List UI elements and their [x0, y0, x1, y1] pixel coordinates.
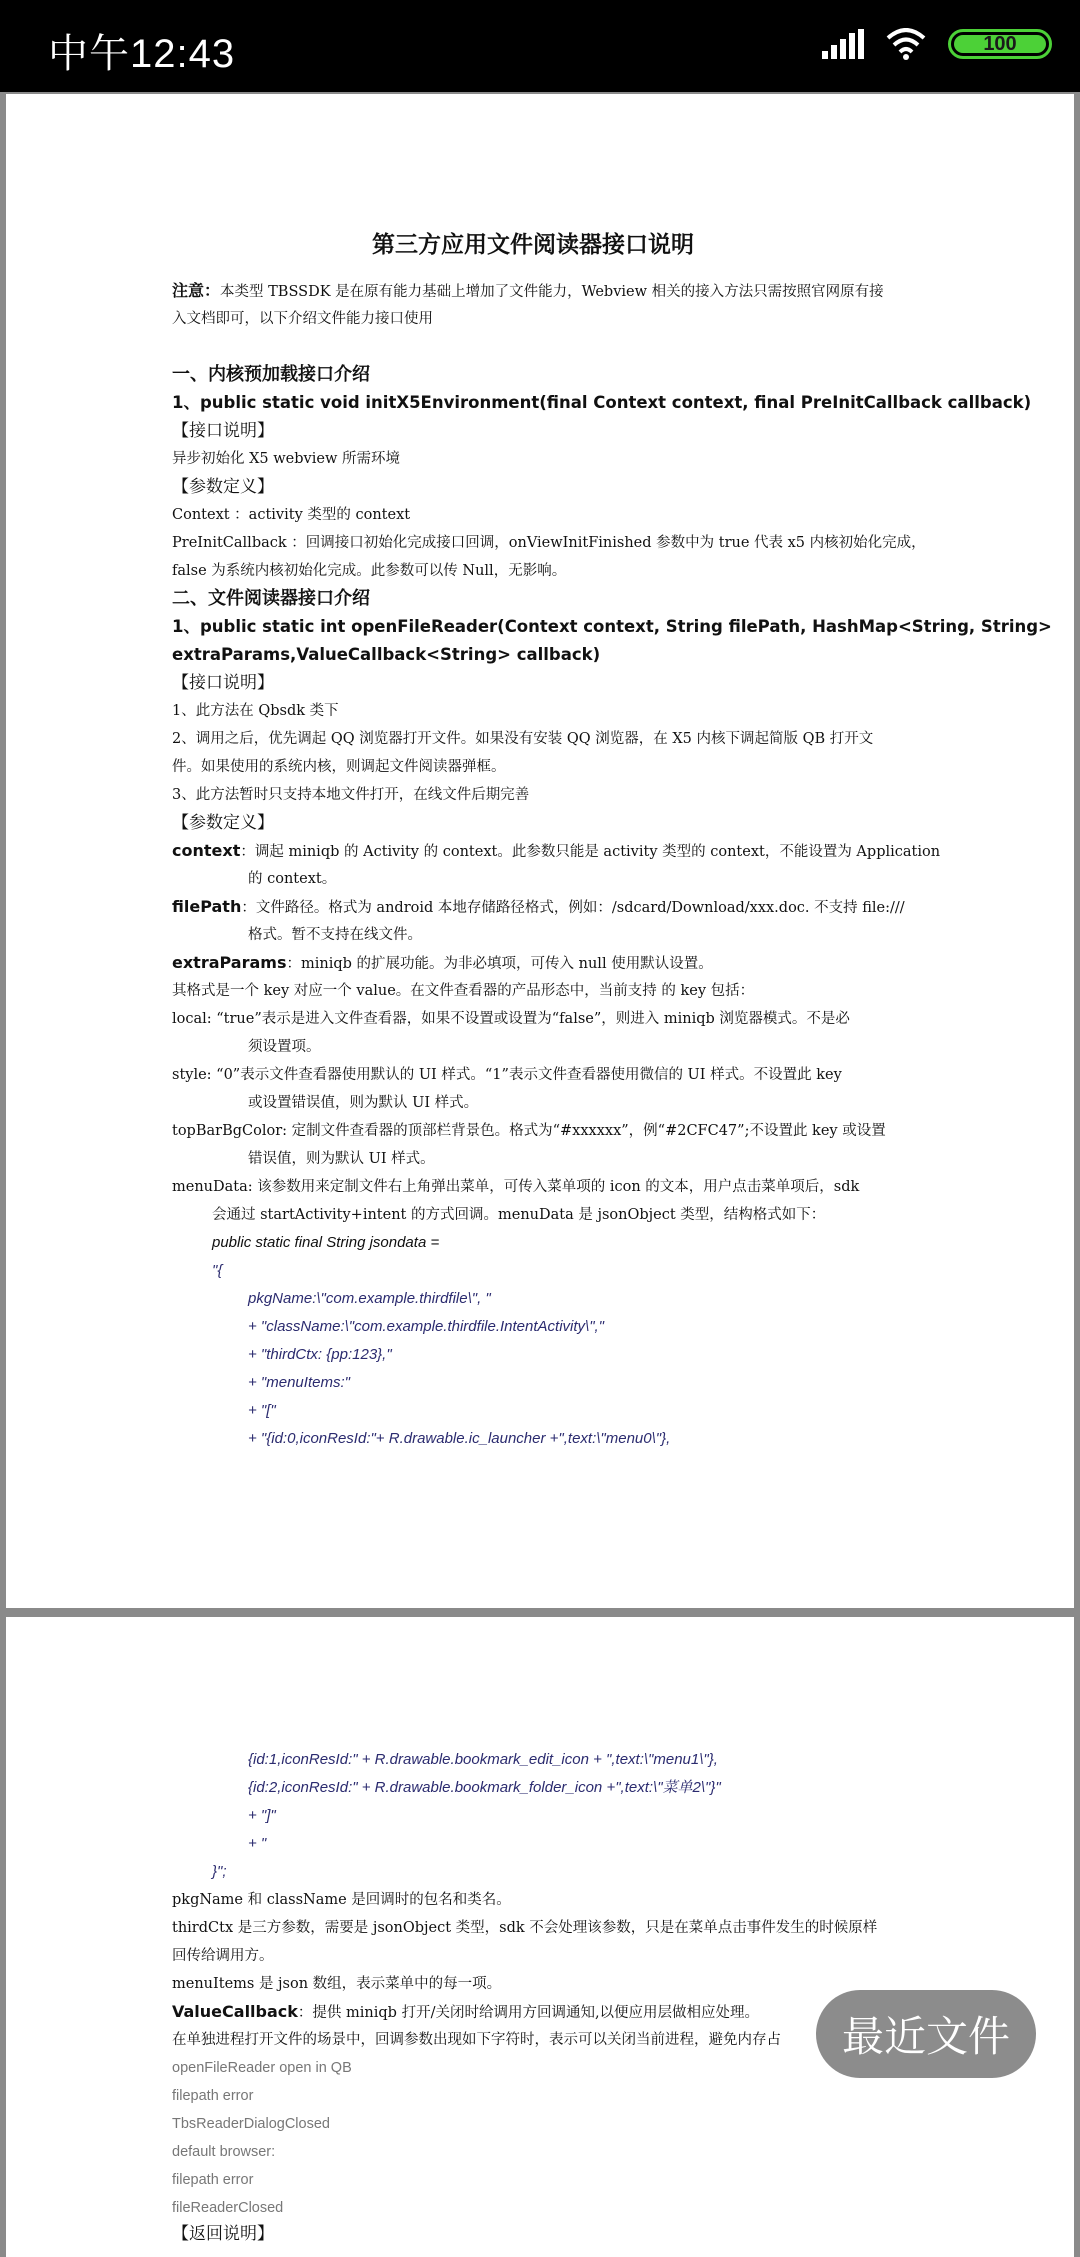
- callback-string-5: filepath error: [172, 2172, 254, 2188]
- pkgname-desc: pkgName 和 className 是回调时的包名和类名。: [172, 1892, 511, 1908]
- code-line-10: {id:2,iconResId:" + R.drawable.bookmark_folder_icon +",text:\"菜单2\"}": [248, 1779, 721, 1796]
- callback-string-2: filepath error: [172, 2088, 254, 2104]
- section-2-1-heading-a: 1、public static int openFileReader(Context context, String filePath, HashMap<String, String>: [172, 617, 1052, 636]
- param-def-heading-2: 【参数定义】: [172, 813, 274, 833]
- single-process-desc: 在单独进程打开文件的场景中，回调参数出现如下字符时，表示可以关闭当前进程，避免内存占: [172, 2032, 781, 2048]
- signal-icon: [822, 29, 864, 59]
- interface-desc-heading-2: 【接口说明】: [172, 673, 274, 693]
- battery-level: 100: [983, 32, 1017, 55]
- s2-desc-3: 3、此方法暂时只支持本地文件打开，在线文件后期完善: [172, 787, 530, 803]
- callback-string-3: TbsReaderDialogClosed: [172, 2116, 330, 2132]
- s2-desc-2a: 2、调用之后，优先调起 QQ 浏览器打开文件。如果没有安装 QQ 浏览器，在 X5 内核下调起简版 QB 打开文: [172, 731, 874, 747]
- extra-param: extraParams：miniqb 的扩展功能。为非必填项，可传入 null 使用默认设置。: [172, 953, 713, 972]
- document-title: 第三方应用文件阅读器接口说明: [372, 232, 694, 258]
- s2-desc-1: 1、此方法在 Qbsdk 类下: [172, 703, 339, 719]
- document-page-2[interactable]: [6, 1617, 1074, 2257]
- topbar-key-b: 错误值，则为默认 UI 样式。: [248, 1151, 435, 1167]
- style-key-a: style: “0”表示文件查看器使用默认的 UI 样式。“1”表示文件查看器使用微信的 UI 样式。不设置此 key: [172, 1067, 842, 1083]
- s1-param-2a: PreInitCallback ：回调接口初始化完成接口回调，onViewInitFinished 参数中为 true 代表 x5 内核初始化完成，: [172, 535, 926, 551]
- code-line-13: }";: [212, 1863, 227, 1880]
- code-line-2: "{: [212, 1262, 223, 1279]
- valuecallback-desc: ValueCallback：提供 miniqb 打开/关闭时给调用方回调通知,以便应用层做相应处理。: [172, 2002, 760, 2021]
- callback-string-4: default browser:: [172, 2144, 276, 2160]
- s2-desc-2b: 件。如果使用的系统内核，则调起文件阅读器弹框。: [172, 759, 506, 775]
- code-line-11: + "]": [248, 1807, 276, 1824]
- section-1-1-heading: 1、public static void initX5Environment(final Context context, final PreInitCallback callback): [172, 393, 1032, 412]
- section-2-1-heading-b: extraParams,ValueCallback<String> callback): [172, 645, 601, 664]
- filepath-param-a: filePath：文件路径。格式为 android 本地存储路径格式，例如：/sdcard/Download/xxx.doc. 不支持 file:///: [172, 897, 905, 916]
- s1-desc: 异步初始化 X5 webview 所需环境: [172, 451, 400, 467]
- status-bar: [0, 0, 1080, 92]
- extra-format: 其格式是一个 key 对应一个 value。在文件查看器的产品形态中，当前支持 的 key 包括：: [172, 983, 755, 999]
- callback-string-6: fileReaderClosed: [172, 2200, 284, 2216]
- code-line-12: + ": [248, 1835, 267, 1852]
- style-key-b: 或设置错误值，则为默认 UI 样式。: [248, 1095, 479, 1111]
- param-def-heading-1: 【参数定义】: [172, 477, 274, 497]
- section-2-heading: 二、文件阅读器接口介绍: [172, 588, 370, 609]
- thirdctx-desc-a: thirdCtx 是三方参数，需要是 jsonObject 类型，sdk 不会处理该参数，只是在菜单点击事件发生的时候原样: [172, 1920, 878, 1936]
- note-line-1: 注意：本类型 TBSSDK 是在原有能力基础上增加了文件能力，Webview 相关的接入方法只需按照官网原有接: [172, 281, 884, 300]
- code-line-5: + "thirdCtx: {pp:123},": [248, 1346, 392, 1363]
- local-key-a: local: “true”表示是进入文件查看器，如果不设置或设置为“false”，则进入 miniqb 浏览器模式。不是必: [172, 1011, 850, 1027]
- return-desc-heading: 【返回说明】: [172, 2224, 274, 2244]
- code-line-6: + "menuItems:": [248, 1374, 350, 1391]
- menuitems-desc: menuItems 是 json 数组，表示菜单中的每一项。: [172, 1976, 502, 1992]
- status-time: 中午12:43: [48, 32, 236, 76]
- menu-key-a: menuData: 该参数用来定制文件右上角弹出菜单，可传入菜单项的 icon 的文本，用户点击菜单项后，sdk: [172, 1179, 860, 1195]
- local-key-b: 须设置项。: [248, 1039, 321, 1055]
- status-icons: [822, 28, 1052, 60]
- context-param-a: context：调起 miniqb 的 Activity 的 context。此参数只能是 activity 类型的 context，不能设置为 Application: [172, 841, 941, 860]
- code-line-3: pkgName:\"com.example.thirdfile\", ": [248, 1290, 491, 1307]
- code-line-1: public static final String jsondata =: [212, 1234, 440, 1251]
- s1-param-1: Context ：activity 类型的 context: [172, 507, 411, 523]
- document-page-1[interactable]: [6, 94, 1074, 1608]
- s1-param-2b: false 为系统内核初始化完成。此参数可以传 Null，无影响。: [172, 563, 567, 579]
- context-param-b: 的 context。: [248, 871, 337, 887]
- note-line-2: 入文档即可，以下介绍文件能力接口使用: [172, 311, 433, 327]
- filepath-param-b: 格式。暂不支持在线文件。: [248, 927, 422, 943]
- menu-key-b: 会通过 startActivity+intent 的方式回调。menuData 是 jsonObject 类型，结构格式如下：: [212, 1207, 826, 1223]
- code-line-7: + "[": [248, 1402, 276, 1419]
- section-1-heading: 一、内核预加载接口介绍: [172, 364, 370, 385]
- callback-string-1: openFileReader open in QB: [172, 2060, 352, 2076]
- code-line-4: + "className:\"com.example.thirdfile.IntentActivity\",": [248, 1318, 605, 1335]
- wifi-icon: [886, 28, 926, 60]
- topbar-key-a: topBarBgColor: 定制文件查看器的顶部栏背景色。格式为“#xxxxxx”，例“#2CFC47”;不设置此 key 或设置: [172, 1123, 886, 1139]
- battery-icon: [948, 29, 1052, 59]
- interface-desc-heading-1: 【接口说明】: [172, 421, 274, 441]
- code-line-8: + "{id:0,iconResId:"+ R.drawable.ic_launcher +",text:\"menu0\"},: [248, 1430, 671, 1447]
- code-line-9: {id:1,iconResId:" + R.drawable.bookmark_edit_icon + ",text:\"menu1\"},: [248, 1751, 718, 1768]
- thirdctx-desc-b: 回传给调用方。: [172, 1948, 274, 1964]
- recent-files-button[interactable]: 最近文件: [816, 1990, 1036, 2078]
